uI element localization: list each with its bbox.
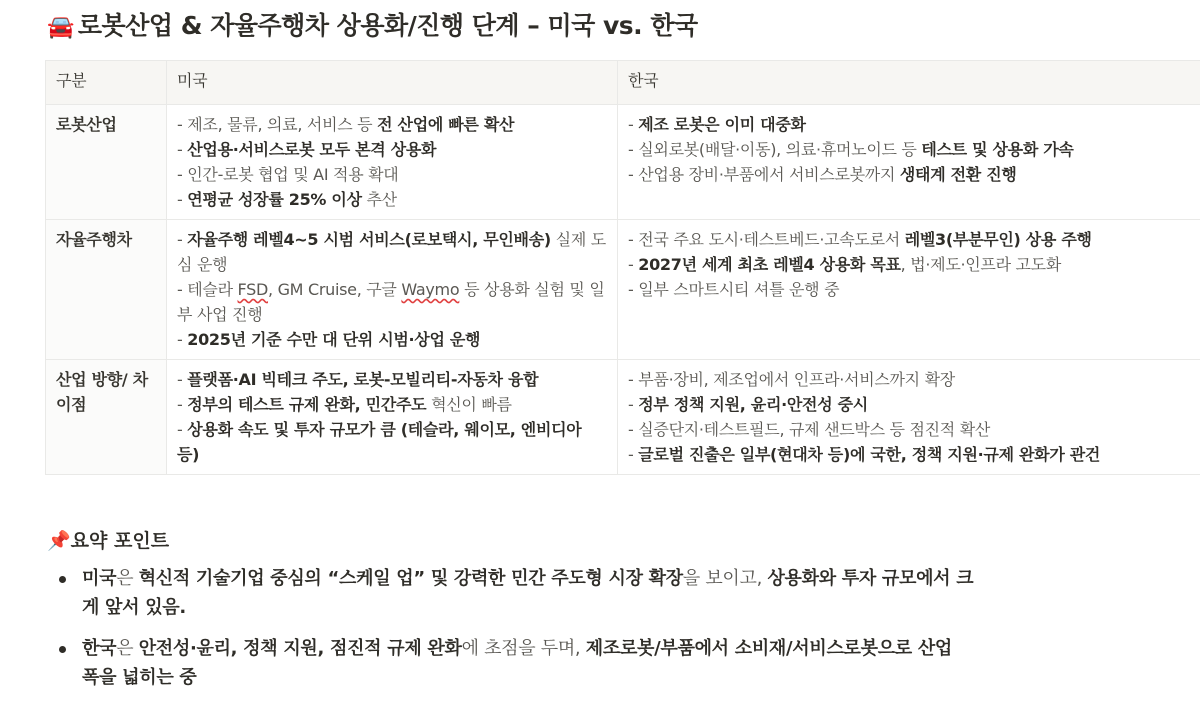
text-bold: 상용화와 투자 규모에서 크게 앞서 있음. [82,568,974,618]
text-bold: 2027년 세계 최초 레벨4 상용화 목표 [638,255,901,274]
cell-line [177,187,607,212]
summary-heading [47,526,169,553]
text: - [177,330,188,349]
cell-line [628,442,1190,467]
header-category: 구분 [46,61,167,105]
text-bold: 글로벌 진출은 일부(현대차 등)에 국한, 정책 지원·규제 완화가 관건 [638,445,1101,464]
text: - [177,370,188,389]
car-icon: 🚘 [47,15,74,40]
cell-kr [618,360,1200,475]
text-bold: 정부의 테스트 규제 완화, 민간주도 [187,395,427,414]
text: - [177,395,188,414]
spellcheck-word[interactable]: Waymo [401,280,460,299]
cell-line [177,367,607,392]
cell-line [177,112,607,137]
cell-line [628,227,1190,252]
pushpin-icon: 📌 [47,530,71,552]
table-row [46,360,1200,475]
text: 은 [116,638,139,659]
cell-line [177,417,607,467]
cell-line [628,162,1190,187]
cell-us [167,105,618,220]
text: 에 초점을 두며, [461,638,586,659]
spellcheck-word[interactable]: FSD [237,280,269,299]
text: - [177,190,188,209]
cell-us [167,360,618,475]
text-bold: 2025년 기준 수만 대 단위 시범·상업 운행 [187,330,481,349]
cell-line [628,112,1190,137]
cell-line: - 실증단지·테스트필드, 규제 샌드박스 등 점진적 확산 [628,420,991,439]
row-label: 산업 방향/ 차이점 [46,360,167,475]
cell-line [628,137,1190,162]
text: - 제조, 물류, 의료, 서비스 등 [177,115,378,134]
text: 혁신이 빠름 [426,395,512,414]
text: - [628,255,639,274]
row-label: 로봇산업 [46,105,167,220]
cell-line [177,327,607,352]
text: - 실외로봇(배달·이동), 의료·휴머노이드 등 [628,140,922,159]
cell-line [177,227,607,277]
text-bold: 생태계 전환 진행 [899,165,1017,184]
text: - 테슬라 [177,280,238,299]
text: - [177,230,188,249]
text-bold: 연평균 성장률 25% 이상 [187,190,362,209]
text-bold: 상용화 속도 및 투자 규모가 큼 (테슬라, 웨이모, 엔비디아 등) [177,420,582,464]
page-title-text: 로봇산업 & 자율주행차 상용화/진행 단계 – 미국 vs. 한국 [77,11,698,40]
header-us: 미국 [167,61,618,105]
text: 은 [116,568,139,589]
text-bold: 전 산업에 빠른 확산 [377,115,515,134]
cell-line [177,392,607,417]
text-bold: 한국 [82,638,117,659]
text-bold: 테스트 및 상용화 가속 [921,140,1074,159]
text: - 산업용 장비·부품에서 서비스로봇까지 [628,165,900,184]
text: 실제 도심 운행 [177,230,606,274]
text-bold: 자율주행 레벨4~5 시범 서비스(로보택시, 무인배송) [187,230,551,249]
text: , 법·제도·인프라 고도화 [900,255,1061,274]
comparison-table [45,60,1200,475]
cell-kr [618,220,1200,360]
table-header-row [46,61,1200,105]
cell-line: - 인간-로봇 협업 및 AI 적용 확대 [177,165,399,184]
text-bold: 플랫폼·AI 빅테크 주도, 로봇-모빌리티-자동차 융합 [187,370,539,389]
text-bold: 산업용·서비스로봇 모두 본격 상용화 [187,140,437,159]
row-label: 자율주행차 [46,220,167,360]
text: - [628,395,639,414]
list-item [55,634,975,692]
table-row [46,105,1200,220]
cell-line [177,137,607,162]
text: , GM Cruise, 구글 [268,280,402,299]
page-title [47,6,698,42]
text: - [177,420,188,439]
text: - [628,445,639,464]
text-bold: 제조로봇/부품에서 소비재/서비스로봇으로 산업 폭을 넓히는 중 [82,638,953,688]
bullet-icon [59,576,66,583]
text: - [177,140,188,159]
text-bold: 레벨3(부분무인) 상용 주행 [904,230,1092,249]
summary-list [55,564,975,704]
text-bold: 정부 정책 지원, 윤리·안전성 중시 [638,395,868,414]
text-bold: 혁신적 기술기업 중심의 “스케일 업” 및 강력한 민간 주도형 시장 확장 [138,568,683,589]
header-kr: 한국 [618,61,1200,105]
bullet-icon [59,646,66,653]
text: 을 보이고, [682,568,768,589]
cell-line: - 일부 스마트시티 셔틀 운행 중 [628,280,840,299]
table-row [46,220,1200,360]
text: 등 상용화 실험 및 일부 사업 진행 [177,280,605,324]
text-bold: 제조 로봇은 이미 대중화 [638,115,806,134]
text-bold: 미국 [82,568,117,589]
cell-us [167,220,618,360]
cell-line [628,392,1190,417]
text-bold: 안전성·윤리, 정책 지원, 점진적 규제 완화 [138,638,462,659]
cell-line [177,277,607,327]
summary-heading-text: 요약 포인트 [70,530,170,552]
cell-kr [618,105,1200,220]
cell-line [628,252,1190,277]
cell-line: - 부품·장비, 제조업에서 인프라·서비스까지 확장 [628,370,955,389]
text: - 전국 주요 도시·테스트베드·고속도로서 [628,230,905,249]
text: - [628,115,639,134]
list-item [55,564,975,622]
text: 추산 [361,190,397,209]
